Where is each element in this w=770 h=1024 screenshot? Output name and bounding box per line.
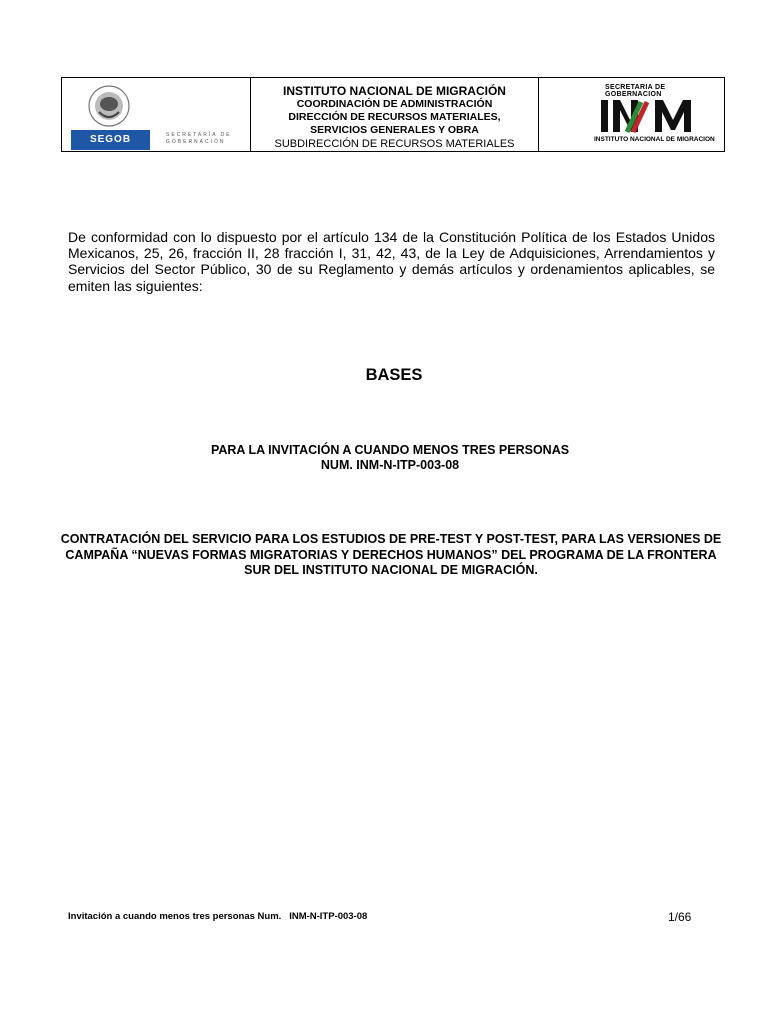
contract-title: CONTRATACIÓN DEL SERVICIO PARA LOS ESTUDIOS DE PRE-TEST Y POST-TEST, PARA LAS VERSIONES DE CAMPAÑA “NUEVAS FORMAS MIGRATORIAS Y DERECHOS HUMANOS” DEL PROGRAMA DE LA FRONTERA SUR DEL INSTITUTO NACIONAL DE MIGRACIÓN. xyxy=(60,532,722,577)
inm-logo-icon xyxy=(597,96,715,136)
header-institute: INSTITUTO NACIONAL DE MIGRACIÓN xyxy=(283,84,506,98)
header-services: SERVICIOS GENERALES Y OBRA xyxy=(310,124,479,136)
segob-label: SEGOB xyxy=(71,130,150,150)
invitation-line-2: NUM. INM-N-ITP-003-08 xyxy=(320,458,460,472)
inm-logo-cell xyxy=(539,78,724,151)
document-header xyxy=(61,77,725,152)
page-number: 1/66 xyxy=(668,910,692,924)
header-direction: DIRECCIÓN DE RECURSOS MATERIALES, xyxy=(288,111,501,123)
bases-title: BASES xyxy=(365,366,423,384)
mexican-seal-icon xyxy=(71,82,141,130)
invitation-heading xyxy=(0,443,770,473)
header-subdirection: SUBDIRECCIÓN DE RECURSOS MATERIALES xyxy=(274,138,515,150)
invitation-line-1: PARA LA INVITACIÓN A CUANDO MENOS TRES PERSONAS xyxy=(210,443,570,457)
footer-reference: Invitación a cuando menos tres personas Num. INM-N-ITP-003-08 xyxy=(68,911,368,922)
segob-logo-cell xyxy=(62,78,251,151)
inm-top-label: SECRETARIA DE GOBERNACION xyxy=(605,84,666,98)
header-title-cell xyxy=(251,78,539,151)
intro-paragraph: De conformidad con lo dispuesto por el artículo 134 de la Constitución Política de los Estados Unidos Mexicanos, 25, 26, fracción II, 28 fracción I, 31, 42, 43, de la Ley de Adquisiciones, Arrendamientos y Servicios del Sector Público, 30 de su Reglamento y demás artículos y ordenamientos aplicables, se emiten las siguientes: xyxy=(68,229,715,294)
inm-bottom-label: INSTITUTO NACIONAL DE MIGRACION xyxy=(594,136,715,143)
header-coordination: COORDINACIÓN DE ADMINISTRACIÓN xyxy=(296,98,493,110)
segob-sub-label: SECRETARÍA DE GOBERNACIÓN xyxy=(166,132,232,145)
